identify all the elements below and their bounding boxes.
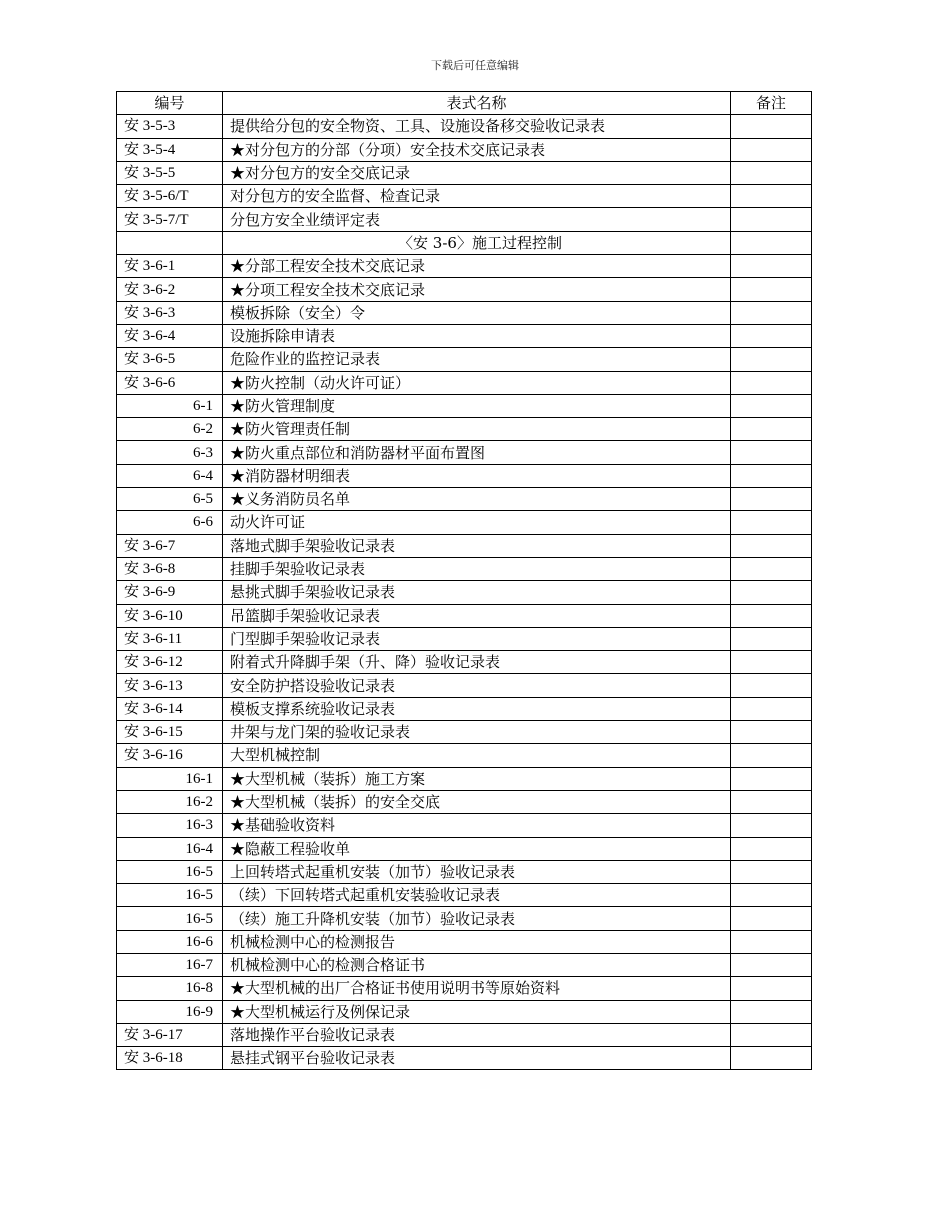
record-code: 16-2: [117, 790, 223, 813]
record-name: 安全防护搭设验收记录表: [223, 674, 731, 697]
record-note: [731, 418, 812, 441]
record-name: ★大型机械（装拆）施工方案: [223, 767, 731, 790]
record-code: 安 3-6-18: [117, 1047, 223, 1070]
record-code: 6-5: [117, 488, 223, 511]
record-note: [731, 977, 812, 1000]
record-name: ★大型机械的出厂合格证书使用说明书等原始资料: [223, 977, 731, 1000]
record-code: [117, 231, 223, 254]
record-name: ★对分包方的分部（分项）安全技术交底记录表: [223, 138, 731, 161]
record-note: [731, 860, 812, 883]
table-row: [117, 534, 812, 557]
record-note: [731, 581, 812, 604]
record-code: 16-1: [117, 767, 223, 790]
record-name: ★大型机械（装拆）的安全交底: [223, 790, 731, 813]
record-name: ★基础验收资料: [223, 814, 731, 837]
record-name: ★隐蔽工程验收单: [223, 837, 731, 860]
record-note: [731, 627, 812, 650]
record-note: [731, 324, 812, 347]
record-name: ★分项工程安全技术交底记录: [223, 278, 731, 301]
table-row: [117, 115, 812, 138]
table-row: [117, 418, 812, 441]
record-code: 安 3-6-14: [117, 697, 223, 720]
table-row: [117, 394, 812, 417]
record-code: 安 3-6-17: [117, 1023, 223, 1046]
record-code: 安 3-6-13: [117, 674, 223, 697]
table-row: [117, 651, 812, 674]
record-name: 分包方安全业绩评定表: [223, 208, 731, 231]
record-code: 安 3-6-16: [117, 744, 223, 767]
record-name: 设施拆除申请表: [223, 324, 731, 347]
record-note: [731, 255, 812, 278]
record-note: [731, 511, 812, 534]
record-code: 16-8: [117, 977, 223, 1000]
column-header-code: 编号: [117, 92, 223, 115]
record-note: [731, 348, 812, 371]
table-row: [117, 1047, 812, 1070]
record-note: [731, 394, 812, 417]
table-row: [117, 930, 812, 953]
record-name: 门型脚手架验收记录表: [223, 627, 731, 650]
record-code: 6-2: [117, 418, 223, 441]
record-note: [731, 208, 812, 231]
record-name: 模板拆除（安全）令: [223, 301, 731, 324]
record-name: 动火许可证: [223, 511, 731, 534]
table-row: [117, 907, 812, 930]
section-row: [117, 231, 812, 254]
record-name: ★防火重点部位和消防器材平面布置图: [223, 441, 731, 464]
record-code: 6-1: [117, 394, 223, 417]
record-note: [731, 907, 812, 930]
record-name: 落地式脚手架验收记录表: [223, 534, 731, 557]
record-code: 16-3: [117, 814, 223, 837]
record-note: [731, 651, 812, 674]
record-note: [731, 231, 812, 254]
table-row: [117, 837, 812, 860]
record-name: 悬挂式钢平台验收记录表: [223, 1047, 731, 1070]
record-note: [731, 953, 812, 976]
table-row: [117, 348, 812, 371]
table-row: [117, 557, 812, 580]
record-code: 安 3-6-3: [117, 301, 223, 324]
table-row: [117, 488, 812, 511]
table-row: [117, 441, 812, 464]
record-name: 上回转塔式起重机安装（加节）验收记录表: [223, 860, 731, 883]
table-row: [117, 721, 812, 744]
record-name: 吊篮脚手架验收记录表: [223, 604, 731, 627]
record-note: [731, 674, 812, 697]
record-note: [731, 161, 812, 184]
table-row: [117, 744, 812, 767]
record-name: 危险作业的监控记录表: [223, 348, 731, 371]
record-note: [731, 138, 812, 161]
record-name: ★义务消防员名单: [223, 488, 731, 511]
record-name: 挂脚手架验收记录表: [223, 557, 731, 580]
record-name: 井架与龙门架的验收记录表: [223, 721, 731, 744]
record-note: [731, 557, 812, 580]
record-name: 模板支撑系统验收记录表: [223, 697, 731, 720]
column-header-note: 备注: [731, 92, 812, 115]
record-note: [731, 534, 812, 557]
table-row: [117, 1000, 812, 1023]
record-name: 大型机械控制: [223, 744, 731, 767]
record-note: [731, 604, 812, 627]
record-code: 安 3-6-4: [117, 324, 223, 347]
record-code: 16-4: [117, 837, 223, 860]
record-code: 安 3-6-2: [117, 278, 223, 301]
table-row: [117, 185, 812, 208]
table-row: [117, 627, 812, 650]
record-code: 16-6: [117, 930, 223, 953]
record-name: 提供给分包的安全物资、工具、设施设备移交验收记录表: [223, 115, 731, 138]
table-row: [117, 860, 812, 883]
record-name: ★大型机械运行及例保记录: [223, 1000, 731, 1023]
table-row: [117, 581, 812, 604]
record-code: 16-5: [117, 860, 223, 883]
table-row: [117, 884, 812, 907]
record-name: ★消防器材明细表: [223, 464, 731, 487]
record-name: ★分部工程安全技术交底记录: [223, 255, 731, 278]
record-name: （续）施工升降机安装（加节）验收记录表: [223, 907, 731, 930]
record-code: 安 3-6-12: [117, 651, 223, 674]
record-note: [731, 1023, 812, 1046]
record-note: [731, 115, 812, 138]
record-code: 安 3-6-10: [117, 604, 223, 627]
table-row: [117, 604, 812, 627]
record-name: （续）下回转塔式起重机安装验收记录表: [223, 884, 731, 907]
record-code: 安 3-6-6: [117, 371, 223, 394]
record-name: 落地操作平台验收记录表: [223, 1023, 731, 1046]
table-row: [117, 208, 812, 231]
table-row: [117, 371, 812, 394]
record-note: [731, 441, 812, 464]
record-code: 安 3-5-6/T: [117, 185, 223, 208]
record-code: 6-6: [117, 511, 223, 534]
record-code: 安 3-6-1: [117, 255, 223, 278]
record-note: [731, 301, 812, 324]
table-row: [117, 161, 812, 184]
record-note: [731, 837, 812, 860]
table-row: [117, 977, 812, 1000]
table-row: [117, 1023, 812, 1046]
table-row: [117, 511, 812, 534]
table-row: [117, 790, 812, 813]
table-row: [117, 767, 812, 790]
record-name: 对分包方的安全监督、检查记录: [223, 185, 731, 208]
record-name: 悬挑式脚手架验收记录表: [223, 581, 731, 604]
record-code: 安 3-5-4: [117, 138, 223, 161]
record-code: 安 3-5-5: [117, 161, 223, 184]
record-name: ★防火控制（动火许可证）: [223, 371, 731, 394]
record-code: 16-5: [117, 884, 223, 907]
record-name: ★对分包方的安全交底记录: [223, 161, 731, 184]
table-row: [117, 814, 812, 837]
record-code: 安 3-6-8: [117, 557, 223, 580]
record-code: 安 3-5-3: [117, 115, 223, 138]
record-note: [731, 1047, 812, 1070]
records-table: [116, 91, 812, 1070]
record-note: [731, 744, 812, 767]
records-body: [117, 115, 812, 1070]
record-note: [731, 185, 812, 208]
record-note: [731, 464, 812, 487]
record-note: [731, 371, 812, 394]
record-note: [731, 930, 812, 953]
record-code: 16-5: [117, 907, 223, 930]
record-note: [731, 721, 812, 744]
record-name: 机械检测中心的检测报告: [223, 930, 731, 953]
record-code: 6-4: [117, 464, 223, 487]
table-row: [117, 324, 812, 347]
record-note: [731, 1000, 812, 1023]
record-note: [731, 790, 812, 813]
table-row: [117, 278, 812, 301]
table-header-row: [117, 92, 812, 115]
record-note: [731, 488, 812, 511]
table-row: [117, 464, 812, 487]
record-code: 安 3-6-7: [117, 534, 223, 557]
record-name: 机械检测中心的检测合格证书: [223, 953, 731, 976]
table-row: [117, 301, 812, 324]
record-code: 安 3-5-7/T: [117, 208, 223, 231]
table-row: [117, 138, 812, 161]
record-name: ★防火管理责任制: [223, 418, 731, 441]
table-row: [117, 953, 812, 976]
section-title: 〈安 3-6〉施工过程控制: [223, 231, 731, 254]
record-code: 安 3-6-5: [117, 348, 223, 371]
header-note: 下载后可任意编辑: [431, 59, 519, 72]
column-header-name: 表式名称: [223, 92, 731, 115]
record-note: [731, 278, 812, 301]
record-code: 安 3-6-11: [117, 627, 223, 650]
record-code: 安 3-6-15: [117, 721, 223, 744]
table-row: [117, 674, 812, 697]
record-code: 安 3-6-9: [117, 581, 223, 604]
record-note: [731, 697, 812, 720]
record-note: [731, 767, 812, 790]
record-code: 16-9: [117, 1000, 223, 1023]
record-name: ★防火管理制度: [223, 394, 731, 417]
record-code: 6-3: [117, 441, 223, 464]
record-name: 附着式升降脚手架（升、降）验收记录表: [223, 651, 731, 674]
record-code: 16-7: [117, 953, 223, 976]
record-note: [731, 814, 812, 837]
record-note: [731, 884, 812, 907]
table-row: [117, 255, 812, 278]
table-row: [117, 697, 812, 720]
